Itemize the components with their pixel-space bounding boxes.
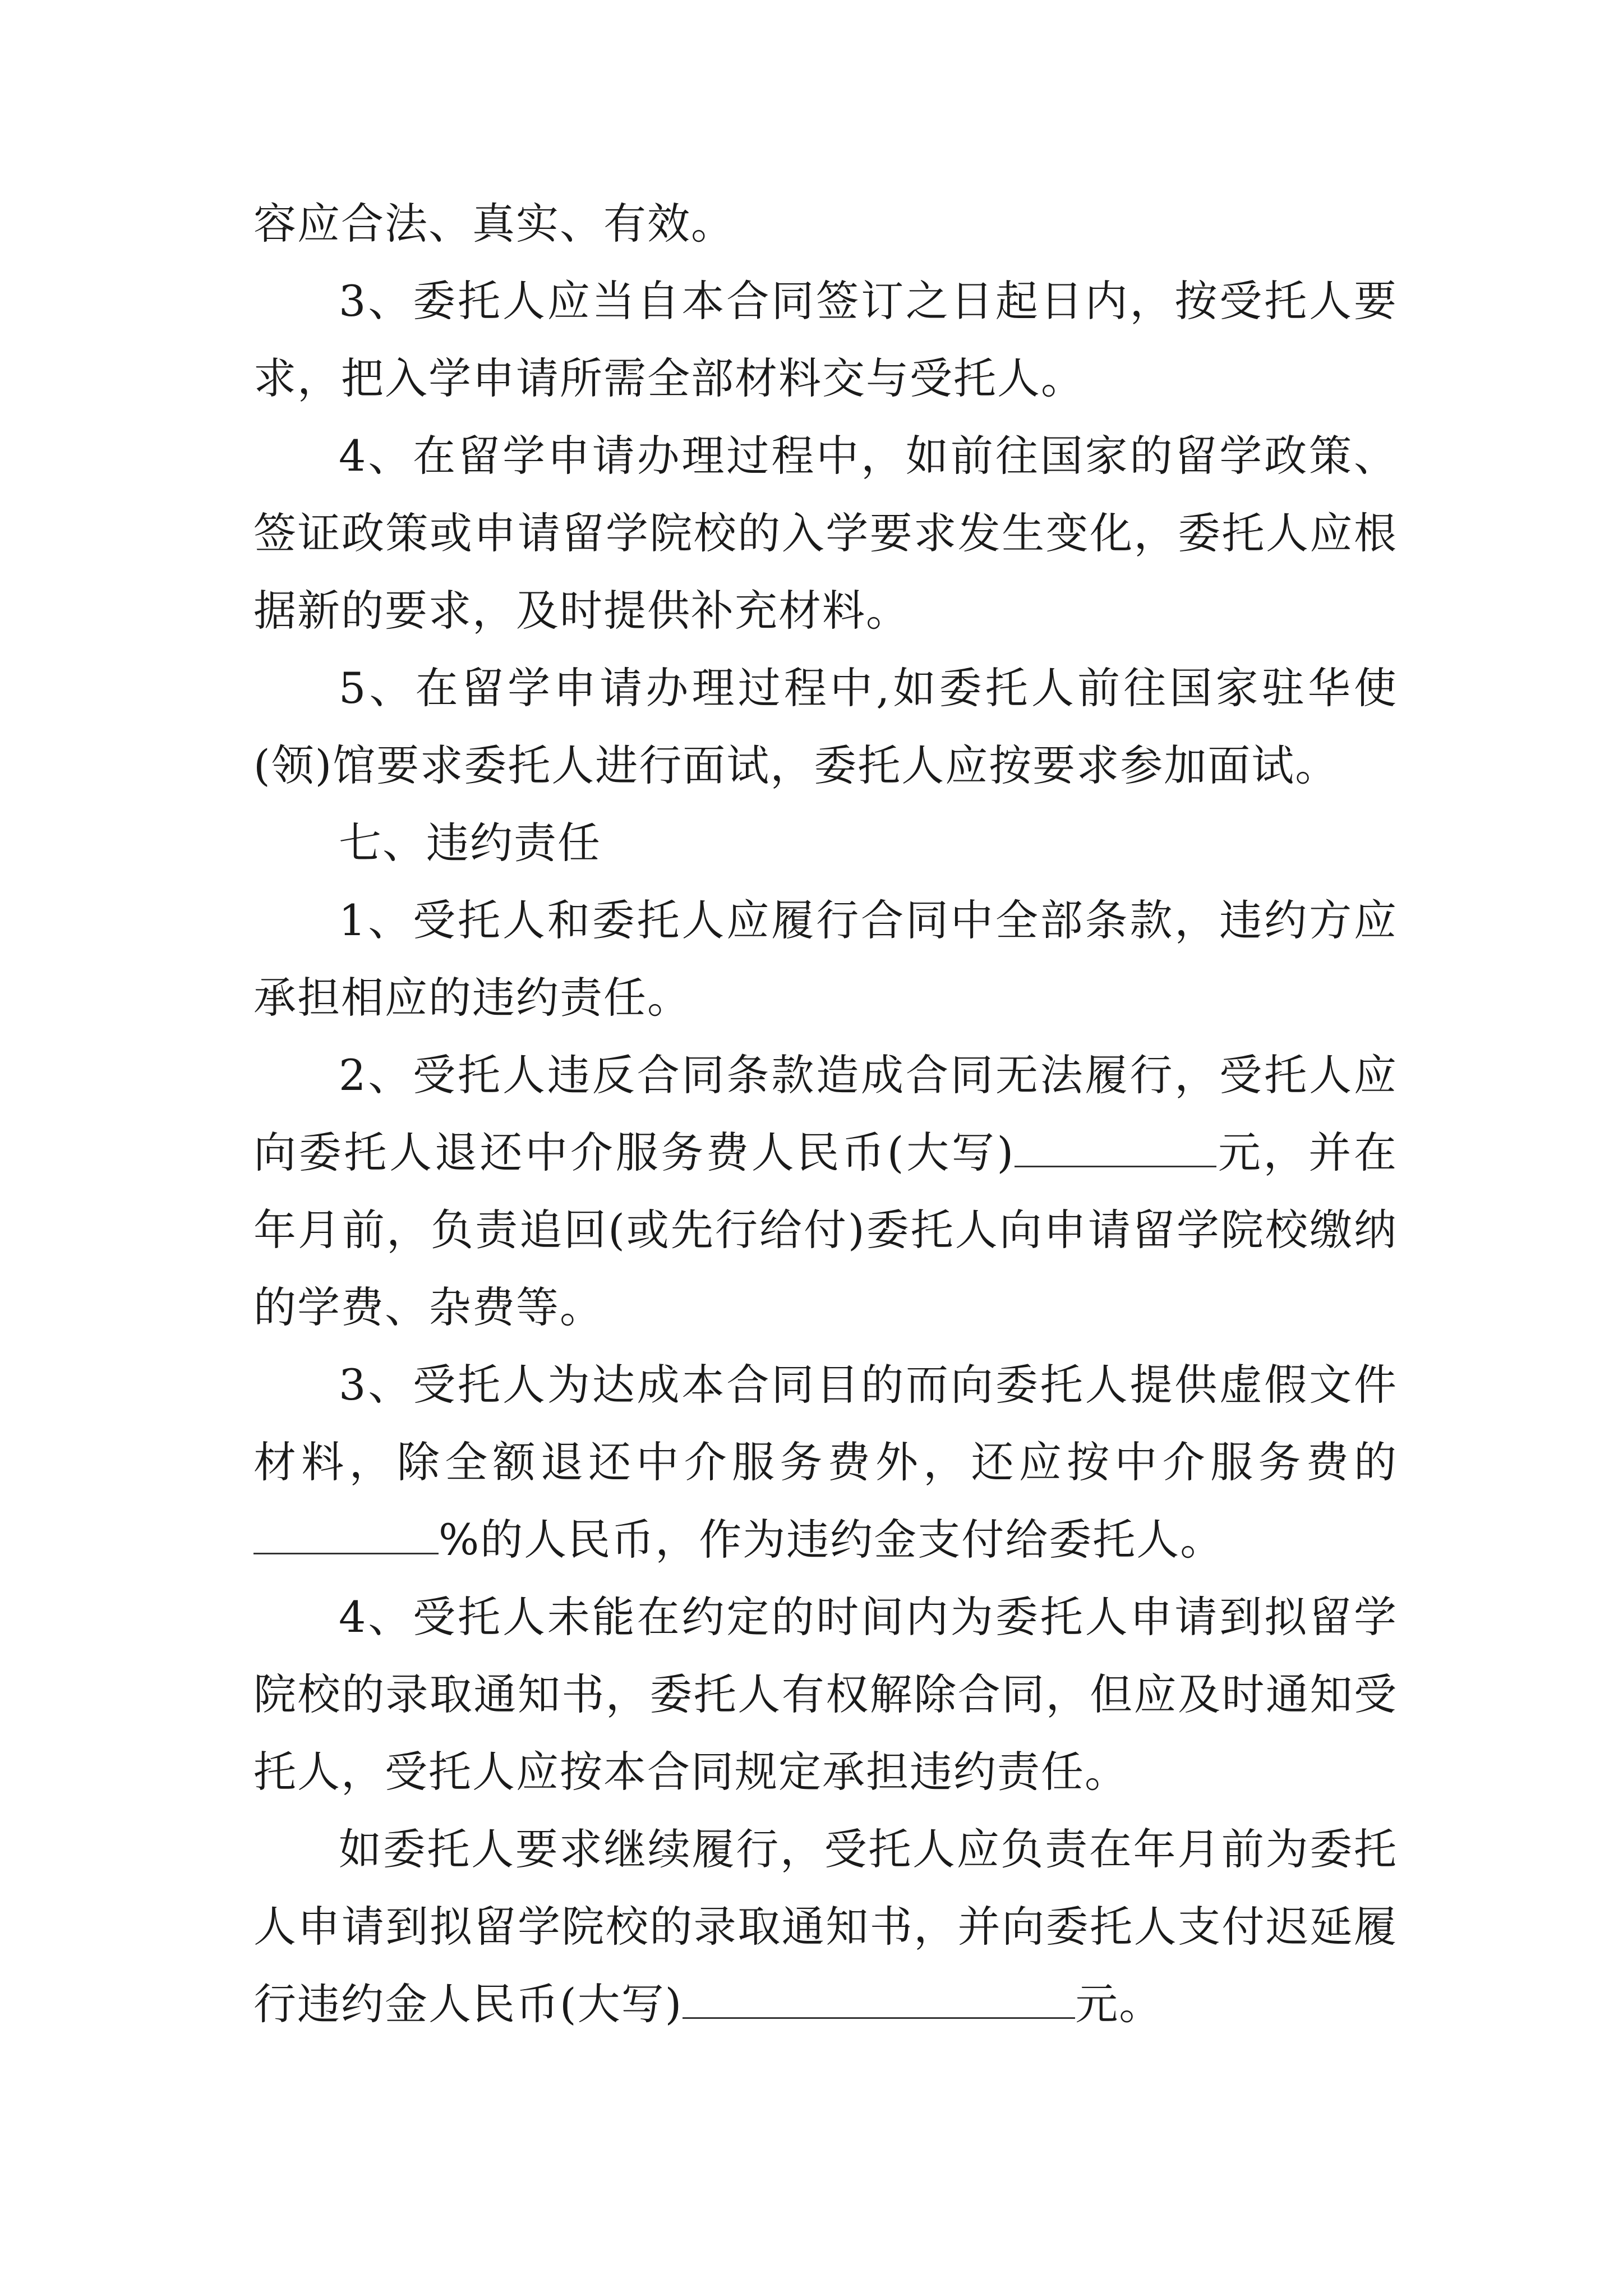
- paragraph-clause-5-interview: 5、在留学申请办理过程中,如委托人前往国家驻华使(领)馆要求委托人进行面试，委托人应按要求参加面试。: [253, 663, 1398, 790]
- paragraph-clause-4-supplement: 4、在留学申请办理过程中，如前往国家的留学政策、签证政策或申请留学院校的入学要求发生变化，委托人应根据新的要求，及时提供补充材料。: [253, 431, 1398, 636]
- paragraph-breach-2-part-1: 2、受托人违反合同条款造成合同无法履行，受托人应向委托人退还中介服务费人民币(大写): [253, 1050, 1398, 1177]
- document-body: [253, 185, 1398, 2043]
- paragraph-clause-3-materials: 3、委托人应当自本合同签订之日起日内，按受托人要求，把入学申请所需全部材料交与受托人。: [253, 276, 1398, 403]
- paragraph-breach-3-part-1: 3、受托人为达成本合同目的而向委托人提供虚假文件材料，除全额退还中介服务费外，还应按中介服务费的: [253, 1360, 1398, 1487]
- paragraph-breach-3-part-2: %的人民币，作为违约金支付给委托人。: [439, 1515, 1224, 1565]
- section-heading-breach-liability: 七、违约责任: [339, 818, 601, 868]
- paragraph-breach-2: [253, 1037, 1398, 1346]
- fill-blank-penalty-percent[interactable]: [253, 1518, 439, 1554]
- paragraph-breach-2-part-2: 元，并在年月前，负责追回(或先行给付)委托人向申请留学院校缴纳的学费、杂费等。: [253, 1128, 1398, 1332]
- paragraph-breach-3: [253, 1346, 1398, 1579]
- paragraph-continue-part-1: 如委托人要求继续履行，受托人应负责在年月前为委托人申请到拟留学院校的录取通知书，并向委托人支付迟延履行违约金人民币(大写): [253, 1824, 1398, 2029]
- paragraph-breach-4: 4、受托人未能在约定的时间内为委托人申请到拟留学院校的录取通知书，委托人有权解除合同，但应及时通知受托人，受托人应按本合同规定承担违约责任。: [253, 1592, 1398, 1797]
- paragraph-continue-performance: [253, 1811, 1398, 2043]
- fill-blank-delay-penalty[interactable]: [683, 1982, 1075, 2019]
- fill-blank-refund-amount[interactable]: [1015, 1131, 1216, 1167]
- paragraph-continuation: 容应合法、真实、有效。: [253, 199, 735, 249]
- paragraph-breach-1: 1、受托人和委托人应履行合同中全部条款，违约方应承担相应的违约责任。: [253, 895, 1398, 1023]
- paragraph-continue-part-2: 元。: [1075, 1979, 1163, 2029]
